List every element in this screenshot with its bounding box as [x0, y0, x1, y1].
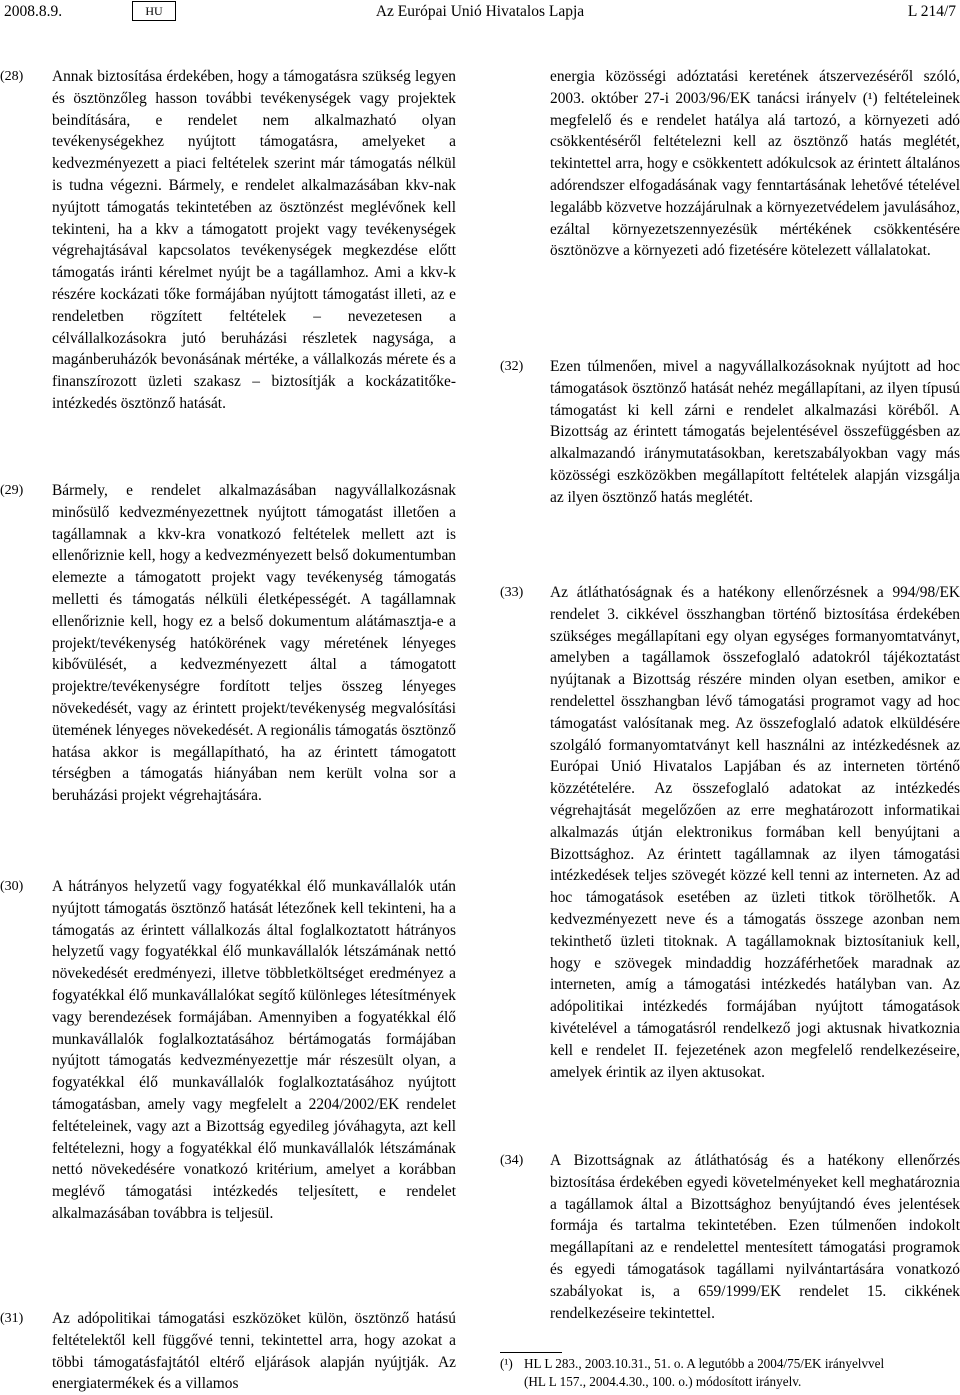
- footnote-line-2: (HL L 157., 2004.4.30., 100. o.) módosított irányelv.: [524, 1374, 802, 1389]
- page-header: [0, 0, 960, 30]
- publication-date: 2008.8.9.: [4, 3, 63, 20]
- recital-text: A Bizottságnak az átláthatóság és a hatékony ellenőrzés biztosítása érdekében egyedi követelményeket kell meghatároznia a tagállamok által a Bizottsághoz benyújtandó éves jelentések formája és tartalma tekintetében. Ezen túlmenően indokolt megállapítani az e rendelettel mentesített támogatási programok és egyedi támogatások tagállami nyilvántartására vonatkozó szabályokat is, a 659/1999/EK rendelet 15. cikkének rendelkezéseire tekintettel.: [550, 1152, 960, 1322]
- footnote-divider: [500, 1352, 562, 1353]
- recital-number: (31): [0, 1311, 24, 1326]
- journal-title: Az Európai Unió Hivatalos Lapja: [375, 3, 585, 20]
- recital-text: A hátrányos helyzetű vagy fogyatékkal élő munkavállalók után nyújtott támogatás ösztönző hatását létezőnek kell tekinteni, ha a támogatás az érintett vállalkozás által foglalkoztatott hátrányos helyzetű vagy fogyatékkal élő munkavállalók létszámának nettó növekedését eredményezi, illetve többletköltséget eredményez a fogyatékkal élő munkavállalókat segítő különleges létesítmények vagy berendezések formájában. Amennyiben a fogyatékkal élő munkavállalók foglalkoztatásához bértámogatás formájában nyújtott támogatás kedvezményezettje már részesült olyan, a fogyatékkal élő munkavállalók foglalkoztatásához nyújtott támogatásban, amely vagy megfelelt a 2204/2002/EK rendelet feltételeinek, vagy azt a Bizottság egyedileg jóváhagyta, azt kell feltételezni, hogy a fogyatékkal élő munkavállalók létszámának nettó növekedésére vonatkozó kritérium, amelyet a korábban meglévő támogatási intézkedés teljesített, e rendelet alkalmazásában továbbra is teljesül.: [52, 878, 456, 1222]
- recital-number: (29): [0, 483, 24, 498]
- recital-text: Az adópolitikai támogatási eszközöket külön, ösztönző hatású feltételektől kell függővé tenni, tekintettel arra, hogy azokat a többi támogatásfajtától eltérő eljárások alapján nyújtják. Az energiatermékek és a villamos: [52, 1310, 456, 1393]
- recital-30: [0, 876, 456, 1225]
- recital-32: [500, 356, 960, 509]
- recital-28: [0, 66, 456, 415]
- recital-number: (28): [0, 69, 24, 84]
- recital-31: [0, 1308, 456, 1395]
- page-reference: L 214/7: [907, 3, 956, 20]
- recital-text: Annak biztosítása érdekében, hogy a támogatásra szükség legyen és ösztönzőleg hasson további tevékenységek vagy projektek beindítására, e rendelet nem alkalmazható olyan tevékenységekhez nyújtott támogatásra, amelyeket a kedvezményezett a piaci feltételek szerint már támogatás nélkül is tudna végezni. Bármely, e rendelet alkalmazásában kkv-nak nyújtott támogatás tekintetében az ösztönzést meglévőnek kell tekinteni, ha a kkv a támogatott projekt vagy tevékenységek végrehajtásával kapcsolatos tevékenységek megkezdése előtt támogatás iránti kérelmet nyújt be a tagállamhoz. Ami a kkv-k részére kockázati tőke formájában nyújtott támogatást illeti, az e rendeletben rögzített feltételek – nevezetesen a célvállalkozásokra jutó beruházási részletek nagysága, a magánberuházók bevonásának mértéke, a vállalkozás mérete és a finanszírozott üzleti szakasz – biztosítják a kockázatitőke-intézkedés ösztönző hatását.: [52, 68, 456, 412]
- language-badge: HU: [132, 1, 176, 21]
- recital-33: [500, 582, 960, 1083]
- recital-number: (34): [500, 1153, 524, 1168]
- recital-text: Bármely, e rendelet alkalmazásában nagyvállalkozásnak minősülő kedvezményezettnek nyújtott támogatást illetően a tagállamnak a kkv-kra vonatkozó feltételek mellett azt is ellenőriznie kell, hogy a kedvezményezett belső dokumentumban elemezte a támogatott projekt vagy tevékenység támogatás melletti és támogatás nélküli életképességét. A tagállamnak ellenőriznie kell, hogy ez a belső dokumentum alátámasztja-e a projekt/tevékenység hatókörének vagy méretének lényeges kibővülését, a kedvezményezett által a támogatott projektre/tevékenységre fordított teljes összeg lényeges növekedését, vagy az érintett projekt/tevékenység megvalósítási ütemének lényeges növekedését. A regionális támogatás ösztönző hatása akkor is megállapítható, ha az érintett támogatott térségben a támogatás hiányában nem került volna sor a beruházási projekt végrehajtására.: [52, 482, 456, 805]
- footnote-label: (¹): [500, 1356, 513, 1371]
- recital-number: (30): [0, 879, 24, 894]
- recital-number: (33): [500, 585, 524, 600]
- recital-34: [500, 1150, 960, 1324]
- recital-text: energia közösségi adóztatási keretének átszervezéséről szóló, 2003. október 27-i 2003/96/EK tanácsi irányelv (¹) feltételeinek megfelelő és e rendelet hatálya alá tartozó, a környezeti adó csökkentéséről feltételezni kell az ösztönző hatás meglétét, tekintettel arra, hogy e csökkentett adókulcsok az érintett általános adórendszer elfogadásának vagy fenntartásának lehetővé tételével legalább közvetve hozzájárulnak a környezetvédelem javulásához, ezáltal környezetszennyezésük mértékének csökkentésére ösztönözve a környezeti adó fizetésére kötelezett vállalatokat.: [550, 68, 960, 260]
- recital-text: Az átláthatóságnak és a hatékony ellenőrzésnek a 994/98/EK rendelet 3. cikkével összhangban történő biztosítása érdekében szükséges megállapítani egy olyan egységes formanyomtatványt, amelyben a tagállamok összefoglaló adatokról tájékoztatást nyújtanak a Bizottság részére minden olyan esetben, amikor e rendelettel összhangban lévő támogatási programot vagy ad hoc támogatást valósítanak meg. Az összefoglaló adatok elküldésére szolgáló formanyomtatványt kell használni az intézkedésnek az Európai Unió Hivatalos Lapjában és az interneten történő közzétételére. Az összefoglaló adatokat az intézkedés végrehajtását megelőzően az erre meghatározott informatikai alkalmazás útján elektronikus formában kell benyújtani a Bizottsághoz. Az érintett tagállamnak az ilyen támogatási intézkedések teljes szövegét közzé kell tenni az interneten. Az ad hoc támogatások esetében az üzleti titkok törölhetők. A kedvezményezett neve és a támogatás összege azonban nem tekinthető üzleti titoknak. A tagállamoknak biztosítaniuk kell, hogy e szövegek mindaddig hozzáférhetőek maradnak az interneten, amíg a támogatási intézkedés hatályban van. Az adópolitikai intézkedés formájában nyújtott támogatások kivételével a támogatásról rendelkező jogi aktusnak hivatkoznia kell e rendelet II. fejezetének azon megfelelő rendelkezéseire, amelyek érintik az ilyen aktusokat.: [550, 584, 960, 1081]
- footnote: [500, 1355, 960, 1391]
- recital-text: Ezen túlmenően, mivel a nagyvállalkozásoknak nyújtott ad hoc támogatások ösztönző hatását nehéz megállapítani, az ilyen típusú támogatást ki kell zárni e rendelet alkalmazási köréből. A Bizottság az érintett támogatás bejelentésével összefüggésben az alkalmazandó iránymutatásokban, keretszabályokban vagy más közösségi eszközökben megállapított feltételek alapján vizsgálja az ilyen ösztönző hatás meglétét.: [550, 358, 960, 506]
- recital-number: (32): [500, 359, 524, 374]
- recital-31-continued: [500, 66, 960, 262]
- recital-29: [0, 480, 456, 807]
- footnote-line-1: HL L 283., 2003.10.31., 51. o. A legutóbb a 2004/75/EK irányelvvel: [524, 1356, 885, 1371]
